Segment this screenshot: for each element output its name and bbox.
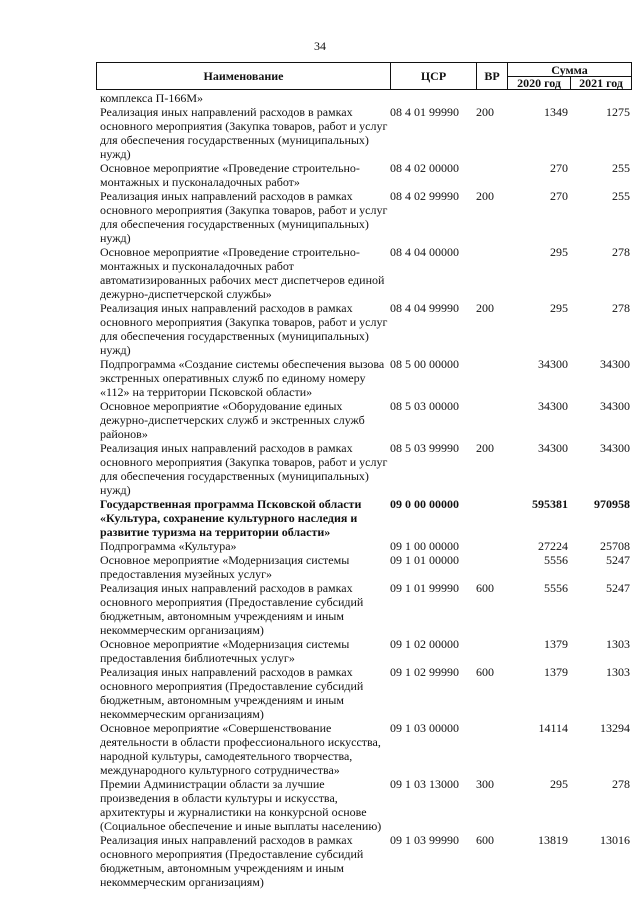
row-vr: 200 (476, 301, 494, 315)
row-sum-2020 (506, 91, 568, 105)
row-vr (476, 497, 506, 539)
row-sum-2021: 1303 (606, 637, 630, 651)
row-sum-2020: 1349 (544, 105, 568, 119)
row-csr: 09 1 01 00000 (390, 553, 459, 567)
table-body (100, 91, 630, 889)
row-csr: 08 4 02 00000 (390, 161, 459, 175)
row-sum-2021: 255 (612, 161, 630, 175)
row-csr: 08 5 03 00000 (390, 399, 459, 413)
row-sum-2020: 595381 (532, 497, 568, 511)
row-name: Реализация иных направлений расходов в рамках основного мероприятия (Предоставление субсидий бюджетным, автономным учреждениям и иным некоммерческим организациям) (100, 581, 364, 637)
row-sum-2021: 25708 (600, 539, 630, 553)
column-header-sum: Сумма (507, 62, 632, 76)
row-name: Реализация иных направлений расходов в рамках основного мероприятия (Закупка товаров, работ и услуг для обеспечения государственных (муниципальных) нужд) (100, 189, 388, 245)
row-vr: 200 (476, 105, 494, 119)
page-number: 34 (314, 39, 326, 53)
row-csr: 08 4 02 99990 (390, 189, 459, 203)
row-name: Реализация иных направлений расходов в рамках основного мероприятия (Закупка товаров, работ и услуг для обеспечения государственных (муниципальных) нужд) (100, 105, 388, 161)
row-csr: 09 1 03 99990 (390, 833, 459, 847)
row-sum-2020: 5556 (544, 553, 568, 567)
row-name: Подпрограмма «Культура» (100, 539, 237, 553)
table-row (100, 399, 630, 441)
row-vr (476, 161, 506, 189)
row-vr (476, 91, 506, 105)
row-sum-2021: 34300 (600, 357, 630, 371)
table-row (100, 637, 630, 665)
row-vr (476, 399, 506, 441)
row-name: Реализация иных направлений расходов в рамках основного мероприятия (Закупка товаров, работ и услуг для обеспечения государственных (муниципальных) нужд) (100, 441, 388, 497)
table-row (100, 301, 630, 357)
row-vr (476, 539, 506, 553)
row-csr: 08 4 04 99990 (390, 301, 459, 315)
table-row (100, 189, 630, 245)
row-sum-2021: 278 (612, 777, 630, 791)
row-sum-2020: 34300 (538, 441, 568, 455)
row-sum-2021: 34300 (600, 441, 630, 455)
row-name: Основное мероприятие «Проведение строительно-монтажных и пусконаладочных работ» (100, 161, 360, 189)
row-name: Государственная программа Псковской области «Культура, сохранение культурного наследия и развитие туризма на территории области» (100, 497, 362, 539)
row-vr (476, 357, 506, 399)
row-sum-2020: 13819 (538, 833, 568, 847)
row-sum-2021: 34300 (600, 399, 630, 413)
row-sum-2021: 278 (612, 245, 630, 259)
row-name: Подпрограмма «Создание системы обеспечения вызова экстренных оперативных служб по единому номеру «112» на территории Псковской области» (100, 357, 385, 399)
table-row (100, 581, 630, 637)
table-row (100, 553, 630, 581)
table-row (100, 721, 630, 777)
row-vr (476, 245, 506, 301)
row-vr: 600 (476, 581, 494, 595)
row-vr: 600 (476, 833, 494, 847)
row-vr: 600 (476, 665, 494, 679)
row-sum-2021: 5247 (606, 581, 630, 595)
row-sum-2021: 13016 (600, 833, 630, 847)
row-vr: 200 (476, 189, 494, 203)
row-name: Основное мероприятие «Модернизация системы предоставления музейных услуг» (100, 553, 350, 581)
column-header-year-2021: 2021 год (570, 76, 632, 90)
column-header-year-2020: 2020 год (507, 76, 570, 90)
row-name: Реализация иных направлений расходов в рамках основного мероприятия (Закупка товаров, работ и услуг для обеспечения государственных (муниципальных) нужд) (100, 301, 388, 357)
row-csr: 08 5 03 99990 (390, 441, 459, 455)
row-sum-2020: 270 (550, 161, 568, 175)
row-sum-2020: 5556 (544, 581, 568, 595)
column-header-vr: ВР (476, 62, 507, 90)
row-name: комплекса П-166М» (100, 91, 203, 105)
row-name: Основное мероприятие «Модернизация системы предоставления библиотечных услуг» (100, 637, 350, 665)
row-csr: 09 1 00 00000 (390, 539, 459, 553)
row-sum-2020: 34300 (538, 357, 568, 371)
row-sum-2020: 1379 (544, 665, 568, 679)
row-name: Основное мероприятие «Оборудование единых дежурно-диспетчерских служб и экстренных служб районов» (100, 399, 365, 441)
table-row (100, 91, 630, 105)
row-csr: 08 4 01 99990 (390, 105, 459, 119)
table-row (100, 245, 630, 301)
table-row (100, 777, 630, 833)
row-name: Реализация иных направлений расходов в рамках основного мероприятия (Предоставление субсидий бюджетным, автономным учреждениям и иным некоммерческим организациям) (100, 833, 364, 889)
row-sum-2021: 5247 (606, 553, 630, 567)
row-sum-2020: 1379 (544, 637, 568, 651)
row-sum-2020: 295 (550, 301, 568, 315)
row-sum-2020: 34300 (538, 399, 568, 413)
row-sum-2021: 255 (612, 189, 630, 203)
row-sum-2021: 970958 (594, 497, 630, 511)
row-csr (390, 91, 476, 105)
row-sum-2020: 295 (550, 245, 568, 259)
table-header (96, 62, 632, 90)
row-sum-2021: 13294 (600, 721, 630, 735)
row-name: Реализация иных направлений расходов в рамках основного мероприятия (Предоставление субсидий бюджетным, автономным учреждениям и иным некоммерческим организациям) (100, 665, 364, 721)
row-vr (476, 553, 506, 581)
row-csr: 09 0 00 00000 (390, 497, 459, 511)
table-row (100, 665, 630, 721)
row-vr: 300 (476, 777, 494, 791)
table-row (100, 497, 630, 539)
row-vr (476, 637, 506, 665)
column-header-csr: ЦСР (390, 62, 476, 90)
row-sum-2020: 27224 (538, 539, 568, 553)
row-csr: 09 1 02 00000 (390, 637, 459, 651)
row-csr: 09 1 03 13000 (390, 777, 459, 791)
row-csr: 09 1 03 00000 (390, 721, 459, 735)
row-sum-2021: 1303 (606, 665, 630, 679)
row-name: Премии Администрации области за лучшие произведения в области культуры и искусства, архитектуры и журналистики на конкурсной основе (Социальное обеспечение и иные выплаты населению) (100, 777, 382, 833)
column-header-name: Наименование (96, 62, 390, 90)
row-csr: 08 5 00 00000 (390, 357, 459, 371)
row-sum-2021: 278 (612, 301, 630, 315)
table-row (100, 357, 630, 399)
row-name: Основное мероприятие «Проведение строительно-монтажных и пусконаладочных работ автоматизированных рабочих мест диспетчеров единой дежурно-диспетчерской службы» (100, 245, 385, 301)
row-csr: 09 1 02 99990 (390, 665, 459, 679)
table-row (100, 833, 630, 889)
row-sum-2020: 295 (550, 777, 568, 791)
row-vr: 200 (476, 441, 494, 455)
row-csr: 08 4 04 00000 (390, 245, 459, 259)
table-row (100, 441, 630, 497)
row-sum-2020: 270 (550, 189, 568, 203)
row-vr (476, 721, 506, 777)
table-row (100, 539, 630, 553)
row-csr: 09 1 01 99990 (390, 581, 459, 595)
row-sum-2021: 1275 (606, 105, 630, 119)
row-sum-2021 (568, 91, 630, 105)
table-row (100, 105, 630, 161)
table-row (100, 161, 630, 189)
row-name: Основное мероприятие «Совершенствование деятельности в области профессионального искусства, народной культуры, самодеятельного творчества, международного культурного сотрудничества» (100, 721, 381, 777)
row-sum-2020: 14114 (538, 721, 568, 735)
